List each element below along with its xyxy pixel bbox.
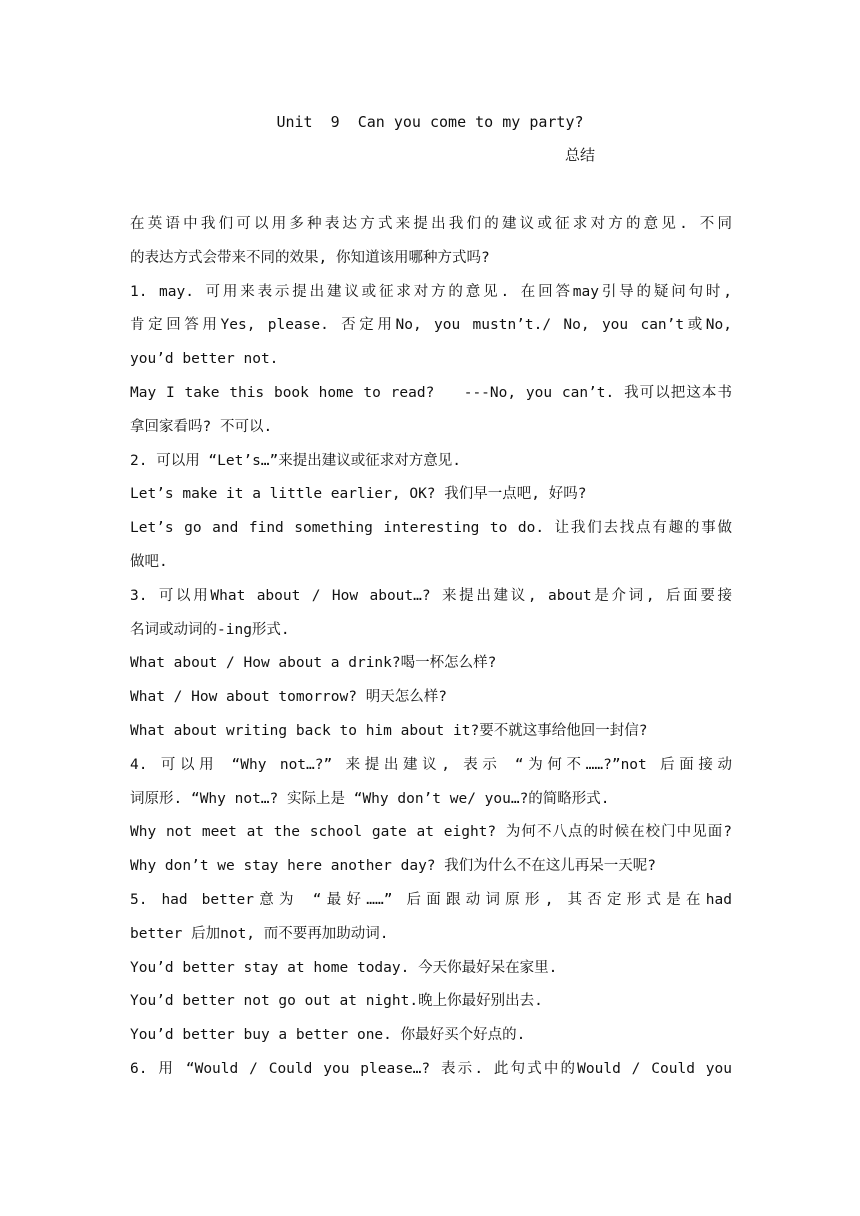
body-line: 6. 用 “Would / Could you please…? 表示. 此句式中的Would / Could you [130,1060,732,1077]
body-line: 做吧. [130,553,168,570]
body-line: You’d better buy a better one. 你最好买个好点的. [130,1027,526,1044]
body-line: 2. 可以用 “Let’s…”来提出建议或征求对方意见. [130,452,461,469]
body-line: you’d better not. [130,351,279,368]
body-line: 4. 可以用 “Why not…?” 来提出建议, 表示 “为何不……?”not 后面接动 [130,756,732,773]
body-line: What / How about tomorrow? 明天怎么样? [130,689,447,706]
body-line: You’d better stay at home today. 今天你最好呆在家里. [130,959,558,976]
body-line: Why don’t we stay here another day? 我们为什么不在这儿再呆一天呢? [130,858,656,875]
body-line: 3. 可以用What about / How about…? 来提出建议, about是介词, 后面要接 [130,587,732,604]
body-line: May I take this book home to read? ---No, you can’t. 我可以把这本书 [130,384,732,401]
body-line: better 后加not, 而不要再加助动词. [130,925,389,942]
body-line: 词原形. “Why not…? 实际上是 “Why don’t we/ you…?的简略形式. [130,790,610,807]
body-line: 名词或动词的-ing形式. [130,621,290,638]
document-subtitle: 总结 [565,146,596,164]
document-title: Unit 9 Can you come to my party? [276,113,584,131]
body-line: Let’s make it a little earlier, OK? 我们早一点吧, 好吗? [130,486,587,503]
body-line: 肯定回答用Yes, please. 否定用No, you mustn’t./ No, you can’t或No, [130,317,732,334]
body-line: 拿回家看吗? 不可以. [130,418,273,435]
body-line: What about / How about a drink?喝一杯怎么样? [130,655,497,672]
body-line: 5. had better意为 “最好……” 后面跟动词原形, 其否定形式是在had [130,891,732,908]
body-line: You’d better not go out at night.晚上你最好别出去. [130,993,543,1010]
body-line: Let’s go and find something interesting to do. 让我们去找点有趣的事做 [130,520,732,537]
body-line: 在英语中我们可以用多种表达方式来提出我们的建议或征求对方的意见. 不同 [130,216,732,232]
document-body [130,208,732,1087]
body-line: Why not meet at the school gate at eight? 为何不八点的时候在校门中见面? [130,824,732,841]
body-line: What about writing back to him about it?要不就这事给他回一封信? [130,722,648,739]
body-line: 的表达方式会带来不同的效果, 你知道该用哪种方式吗? [130,249,490,266]
body-line: 1. may. 可用来表示提出建议或征求对方的意见. 在回答may引导的疑问句时, [130,283,732,300]
